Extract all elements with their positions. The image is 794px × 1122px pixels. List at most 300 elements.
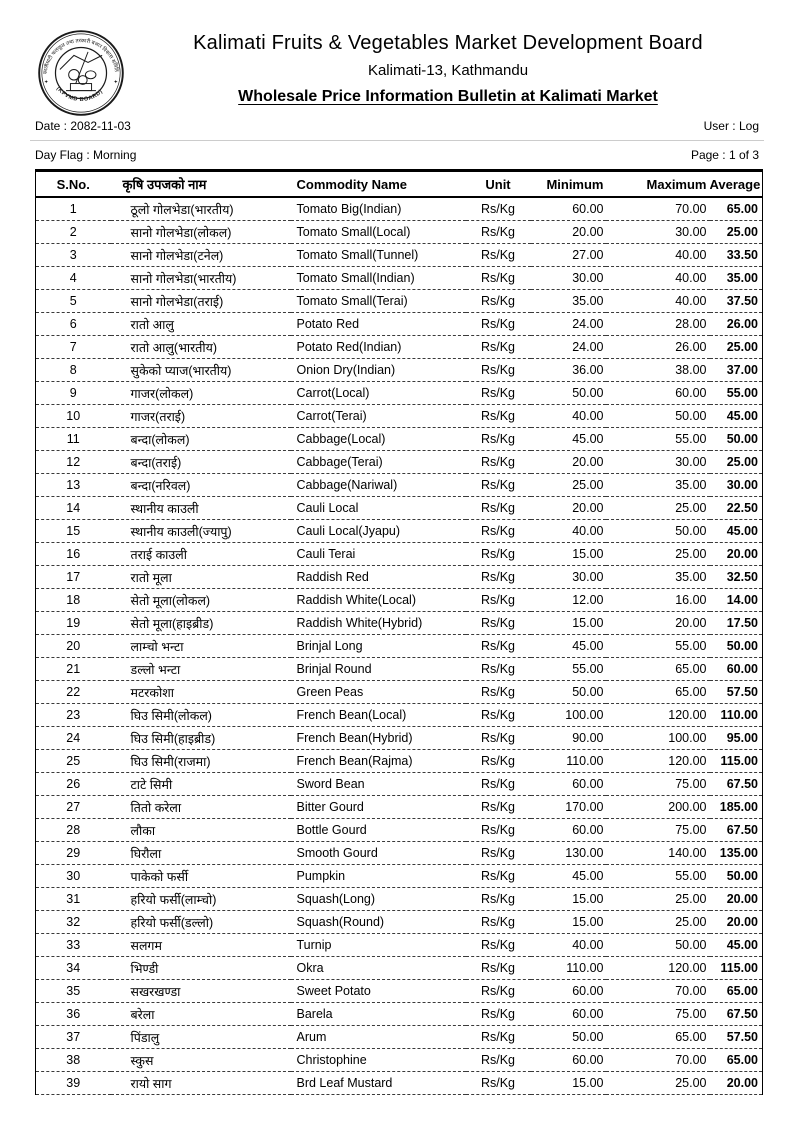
maximum-header: Maximum — [606, 171, 710, 198]
header-titles — [150, 0, 746, 106]
unit-cell: Rs/Kg — [466, 336, 531, 359]
nepali-name-cell: रायो साग — [111, 1072, 291, 1095]
average-cell: 20.00 — [710, 911, 763, 934]
nepali-name-cell: सानो गोलभेडा(भारतीय) — [111, 267, 291, 290]
minimum-cell: 35.00 — [531, 290, 606, 313]
average-cell: 95.00 — [710, 727, 763, 750]
table-row — [36, 934, 763, 957]
sno-cell: 13 — [36, 474, 111, 497]
maximum-cell: 200.00 — [606, 796, 710, 819]
nepali-name-cell: पिंडालु — [111, 1026, 291, 1049]
commodity-name-cell: French Bean(Hybrid) — [291, 727, 466, 750]
table-row — [36, 497, 763, 520]
maximum-cell: 25.00 — [606, 497, 710, 520]
minimum-cell: 15.00 — [531, 612, 606, 635]
table-row — [36, 612, 763, 635]
maximum-cell: 100.00 — [606, 727, 710, 750]
sno-cell: 34 — [36, 957, 111, 980]
nepali-name-cell: तराई काउली — [111, 543, 291, 566]
sno-cell: 14 — [36, 497, 111, 520]
minimum-cell: 45.00 — [531, 635, 606, 658]
average-cell: 65.00 — [710, 197, 763, 221]
table-row — [36, 911, 763, 934]
date-value: Date : 2082-11-03 — [35, 119, 131, 133]
sno-cell: 33 — [36, 934, 111, 957]
unit-cell: Rs/Kg — [466, 796, 531, 819]
commodity-name-cell: Tomato Small(Local) — [291, 221, 466, 244]
nepali-name-cell: डल्लो भन्टा — [111, 658, 291, 681]
unit-cell: Rs/Kg — [466, 520, 531, 543]
sno-cell: 16 — [36, 543, 111, 566]
unit-cell: Rs/Kg — [466, 382, 531, 405]
minimum-cell: 25.00 — [531, 474, 606, 497]
nepali-name-cell: बन्दा(लोकल) — [111, 428, 291, 451]
sno-cell: 38 — [36, 1049, 111, 1072]
table-row — [36, 1049, 763, 1072]
maximum-cell: 120.00 — [606, 957, 710, 980]
nepali-name-header: कृषि उपजको नाम — [111, 171, 291, 198]
commodity-name-cell: Potato Red — [291, 313, 466, 336]
minimum-cell: 110.00 — [531, 957, 606, 980]
price-table — [35, 169, 763, 1095]
maximum-cell: 25.00 — [606, 888, 710, 911]
average-cell: 57.50 — [710, 1026, 763, 1049]
maximum-cell: 40.00 — [606, 267, 710, 290]
table-row — [36, 244, 763, 267]
minimum-cell: 40.00 — [531, 934, 606, 957]
minimum-cell: 45.00 — [531, 865, 606, 888]
unit-cell: Rs/Kg — [466, 635, 531, 658]
commodity-name-cell: Carrot(Terai) — [291, 405, 466, 428]
average-cell: 115.00 — [710, 750, 763, 773]
unit-cell: Rs/Kg — [466, 1049, 531, 1072]
maximum-cell: 38.00 — [606, 359, 710, 382]
nepali-name-cell: हरियो फर्सी(डल्लो) — [111, 911, 291, 934]
unit-cell: Rs/Kg — [466, 957, 531, 980]
maximum-cell: 25.00 — [606, 911, 710, 934]
board-seal-icon — [37, 29, 125, 117]
commodity-name-cell: Squash(Round) — [291, 911, 466, 934]
table-row — [36, 796, 763, 819]
commodity-name-cell: Christophine — [291, 1049, 466, 1072]
table-row — [36, 589, 763, 612]
unit-cell: Rs/Kg — [466, 819, 531, 842]
minimum-cell: 130.00 — [531, 842, 606, 865]
nepali-name-cell: घिउ सिमी(हाइब्रीड) — [111, 727, 291, 750]
average-cell: 45.00 — [710, 520, 763, 543]
sno-header: S.No. — [36, 171, 111, 198]
unit-cell: Rs/Kg — [466, 359, 531, 382]
maximum-cell: 65.00 — [606, 1026, 710, 1049]
maximum-cell: 55.00 — [606, 428, 710, 451]
unit-cell: Rs/Kg — [466, 934, 531, 957]
nepali-name-cell: बन्दा(तराई) — [111, 451, 291, 474]
seal-star-left: ✦ — [44, 79, 49, 86]
average-cell: 135.00 — [710, 842, 763, 865]
unit-cell: Rs/Kg — [466, 1003, 531, 1026]
table-row — [36, 635, 763, 658]
nepali-name-cell: पाकेको फर्सी — [111, 865, 291, 888]
unit-cell: Rs/Kg — [466, 428, 531, 451]
table-row — [36, 888, 763, 911]
commodity-name-cell: Tomato Small(Tunnel) — [291, 244, 466, 267]
nepali-name-cell: रातो आलु — [111, 313, 291, 336]
average-cell: 25.00 — [710, 336, 763, 359]
unit-cell: Rs/Kg — [466, 911, 531, 934]
maximum-cell: 140.00 — [606, 842, 710, 865]
sno-cell: 25 — [36, 750, 111, 773]
commodity-name-cell: Pumpkin — [291, 865, 466, 888]
commodity-name-cell: Arum — [291, 1026, 466, 1049]
sno-cell: 35 — [36, 980, 111, 1003]
sno-cell: 4 — [36, 267, 111, 290]
average-cell: 20.00 — [710, 888, 763, 911]
commodity-name-header: Commodity Name — [291, 171, 466, 198]
maximum-cell: 55.00 — [606, 865, 710, 888]
meta-divider — [30, 140, 764, 141]
address-line: Kalimati-13, Kathmandu — [367, 62, 529, 79]
sno-cell: 9 — [36, 382, 111, 405]
price-table-body — [36, 197, 763, 1095]
nepali-name-cell: स्थानीय काउली(ज्यापु) — [111, 520, 291, 543]
minimum-cell: 40.00 — [531, 520, 606, 543]
maximum-cell: 30.00 — [606, 221, 710, 244]
commodity-name-cell: Onion Dry(Indian) — [291, 359, 466, 382]
sno-cell: 21 — [36, 658, 111, 681]
unit-cell: Rs/Kg — [466, 612, 531, 635]
unit-cell: Rs/Kg — [466, 681, 531, 704]
minimum-cell: 60.00 — [531, 197, 606, 221]
unit-header: Unit — [466, 171, 531, 198]
nepali-name-cell: सखरखण्डा — [111, 980, 291, 1003]
minimum-cell: 40.00 — [531, 405, 606, 428]
maximum-cell: 70.00 — [606, 980, 710, 1003]
maximum-cell: 50.00 — [606, 934, 710, 957]
minimum-cell: 90.00 — [531, 727, 606, 750]
maximum-cell: 60.00 — [606, 382, 710, 405]
commodity-name-cell: Cabbage(Terai) — [291, 451, 466, 474]
table-row — [36, 980, 763, 1003]
table-row — [36, 474, 763, 497]
unit-cell: Rs/Kg — [466, 980, 531, 1003]
minimum-cell: 60.00 — [531, 819, 606, 842]
average-cell: 185.00 — [710, 796, 763, 819]
minimum-cell: 50.00 — [531, 681, 606, 704]
nepali-name-cell: बरेला — [111, 1003, 291, 1026]
unit-cell: Rs/Kg — [466, 658, 531, 681]
maximum-cell: 35.00 — [606, 566, 710, 589]
nepali-name-cell: मटरकोशा — [111, 681, 291, 704]
nepali-name-cell: स्थानीय काउली — [111, 497, 291, 520]
price-table-header-row — [36, 171, 763, 198]
nepali-name-cell: स्कुस — [111, 1049, 291, 1072]
maximum-cell: 75.00 — [606, 1003, 710, 1026]
minimum-cell: 30.00 — [531, 267, 606, 290]
seal-ring-text-bottom: (KFVMD BOARD) — [54, 85, 105, 104]
maximum-cell: 120.00 — [606, 704, 710, 727]
maximum-cell: 25.00 — [606, 543, 710, 566]
table-row — [36, 566, 763, 589]
table-row — [36, 957, 763, 980]
commodity-name-cell: Carrot(Local) — [291, 382, 466, 405]
minimum-cell: 100.00 — [531, 704, 606, 727]
page-number: Page : 1 of 3 — [690, 148, 759, 162]
minimum-cell: 20.00 — [531, 451, 606, 474]
average-cell: 30.00 — [710, 474, 763, 497]
table-row — [36, 1072, 763, 1095]
average-cell: 25.00 — [710, 451, 763, 474]
commodity-name-cell: Green Peas — [291, 681, 466, 704]
commodity-name-cell: Okra — [291, 957, 466, 980]
maximum-cell: 70.00 — [606, 1049, 710, 1072]
commodity-name-cell: French Bean(Local) — [291, 704, 466, 727]
nepali-name-cell: तितो करेला — [111, 796, 291, 819]
table-row — [36, 704, 763, 727]
average-cell: 37.50 — [710, 290, 763, 313]
unit-cell: Rs/Kg — [466, 290, 531, 313]
sno-cell: 7 — [36, 336, 111, 359]
nepali-name-cell: भिण्डी — [111, 957, 291, 980]
nepali-name-cell: लौका — [111, 819, 291, 842]
minimum-cell: 15.00 — [531, 911, 606, 934]
table-row — [36, 336, 763, 359]
commodity-name-cell: Tomato Big(Indian) — [291, 197, 466, 221]
average-cell: 20.00 — [710, 1072, 763, 1095]
nepali-name-cell: घिउ सिमी(राजमा) — [111, 750, 291, 773]
nepali-name-cell: सेतो मूला(हाइब्रीड) — [111, 612, 291, 635]
average-cell: 37.00 — [710, 359, 763, 382]
bulletin-title: Wholesale Price Information Bulletin at Kalimati Market — [238, 88, 658, 105]
minimum-cell: 20.00 — [531, 221, 606, 244]
minimum-cell: 50.00 — [531, 1026, 606, 1049]
minimum-cell: 27.00 — [531, 244, 606, 267]
seal-star-right: ✦ — [113, 79, 118, 86]
average-cell: 115.00 — [710, 957, 763, 980]
average-cell: 67.50 — [710, 819, 763, 842]
minimum-cell: 24.00 — [531, 313, 606, 336]
average-cell: 17.50 — [710, 612, 763, 635]
maximum-cell: 50.00 — [606, 520, 710, 543]
table-row — [36, 543, 763, 566]
maximum-cell: 40.00 — [606, 290, 710, 313]
unit-cell: Rs/Kg — [466, 267, 531, 290]
sno-cell: 29 — [36, 842, 111, 865]
average-cell: 65.00 — [710, 980, 763, 1003]
unit-cell: Rs/Kg — [466, 727, 531, 750]
maximum-cell: 35.00 — [606, 474, 710, 497]
commodity-name-cell: Bitter Gourd — [291, 796, 466, 819]
meta-row-1 — [30, 119, 764, 133]
unit-cell: Rs/Kg — [466, 405, 531, 428]
table-row — [36, 267, 763, 290]
maximum-cell: 26.00 — [606, 336, 710, 359]
minimum-cell: 55.00 — [531, 658, 606, 681]
sno-cell: 23 — [36, 704, 111, 727]
sno-cell: 3 — [36, 244, 111, 267]
average-cell: 50.00 — [710, 865, 763, 888]
average-cell: 65.00 — [710, 1049, 763, 1072]
maximum-cell: 75.00 — [606, 819, 710, 842]
sno-cell: 36 — [36, 1003, 111, 1026]
commodity-name-cell: Raddish White(Local) — [291, 589, 466, 612]
table-row — [36, 681, 763, 704]
sno-cell: 18 — [36, 589, 111, 612]
commodity-name-cell: Sword Bean — [291, 773, 466, 796]
maximum-cell: 65.00 — [606, 658, 710, 681]
table-row — [36, 727, 763, 750]
sno-cell: 30 — [36, 865, 111, 888]
average-cell: 50.00 — [710, 635, 763, 658]
commodity-name-cell: Cabbage(Local) — [291, 428, 466, 451]
unit-cell: Rs/Kg — [466, 1026, 531, 1049]
sno-cell: 12 — [36, 451, 111, 474]
average-cell: 45.00 — [710, 405, 763, 428]
nepali-name-cell: हरियो फर्सी(लाम्चो) — [111, 888, 291, 911]
average-cell: 67.50 — [710, 773, 763, 796]
unit-cell: Rs/Kg — [466, 865, 531, 888]
commodity-name-cell: Barela — [291, 1003, 466, 1026]
minimum-cell: 36.00 — [531, 359, 606, 382]
nepali-name-cell: घिउ सिमी(लोकल) — [111, 704, 291, 727]
commodity-name-cell: French Bean(Rajma) — [291, 750, 466, 773]
sno-cell: 10 — [36, 405, 111, 428]
commodity-name-cell: Brd Leaf Mustard — [291, 1072, 466, 1095]
maximum-cell: 25.00 — [606, 1072, 710, 1095]
sno-cell: 24 — [36, 727, 111, 750]
average-cell: 32.50 — [710, 566, 763, 589]
commodity-name-cell: Cauli Local(Jyapu) — [291, 520, 466, 543]
commodity-name-cell: Bottle Gourd — [291, 819, 466, 842]
table-row — [36, 865, 763, 888]
table-row — [36, 1003, 763, 1026]
nepali-name-cell: सलगम — [111, 934, 291, 957]
average-cell: 33.50 — [710, 244, 763, 267]
sno-cell: 1 — [36, 197, 111, 221]
unit-cell: Rs/Kg — [466, 750, 531, 773]
minimum-header: Minimum — [531, 171, 606, 198]
table-row — [36, 842, 763, 865]
commodity-name-cell: Potato Red(Indian) — [291, 336, 466, 359]
minimum-cell: 15.00 — [531, 543, 606, 566]
minimum-cell: 60.00 — [531, 980, 606, 1003]
sno-cell: 26 — [36, 773, 111, 796]
maximum-cell: 70.00 — [606, 197, 710, 221]
maximum-cell: 16.00 — [606, 589, 710, 612]
sno-cell: 11 — [36, 428, 111, 451]
table-row — [36, 428, 763, 451]
sno-cell: 8 — [36, 359, 111, 382]
meta-section — [30, 119, 764, 162]
meta-row-2 — [30, 148, 764, 162]
minimum-cell: 15.00 — [531, 1072, 606, 1095]
sno-cell: 32 — [36, 911, 111, 934]
maximum-cell: 30.00 — [606, 451, 710, 474]
unit-cell: Rs/Kg — [466, 842, 531, 865]
minimum-cell: 170.00 — [531, 796, 606, 819]
board-title: Kalimati Fruits & Vegetables Market Development Board — [193, 32, 703, 54]
sno-cell: 20 — [36, 635, 111, 658]
average-cell: 50.00 — [710, 428, 763, 451]
average-cell: 45.00 — [710, 934, 763, 957]
average-cell: 57.50 — [710, 681, 763, 704]
table-row — [36, 658, 763, 681]
nepali-name-cell: ठूलो गोलभेडा(भारतीय) — [111, 197, 291, 221]
sno-cell: 6 — [36, 313, 111, 336]
minimum-cell: 20.00 — [531, 497, 606, 520]
table-row — [36, 405, 763, 428]
nepali-name-cell: रातो मूला — [111, 566, 291, 589]
sno-cell: 15 — [36, 520, 111, 543]
seal-ring-text-top: कालीमाटी फलफूल तथा तरकारी बजार विकास समिति — [42, 38, 120, 75]
sno-cell: 2 — [36, 221, 111, 244]
table-row — [36, 313, 763, 336]
average-cell: 55.00 — [710, 382, 763, 405]
nepali-name-cell: घिरौला — [111, 842, 291, 865]
table-row — [36, 819, 763, 842]
unit-cell: Rs/Kg — [466, 589, 531, 612]
nepali-name-cell: लाम्चो भन्टा — [111, 635, 291, 658]
sno-cell: 31 — [36, 888, 111, 911]
unit-cell: Rs/Kg — [466, 888, 531, 911]
sno-cell: 5 — [36, 290, 111, 313]
table-row — [36, 382, 763, 405]
maximum-cell: 75.00 — [606, 773, 710, 796]
sno-cell: 19 — [36, 612, 111, 635]
unit-cell: Rs/Kg — [466, 313, 531, 336]
commodity-name-cell: Squash(Long) — [291, 888, 466, 911]
minimum-cell: 50.00 — [531, 382, 606, 405]
nepali-name-cell: सेतो मूला(लोकल) — [111, 589, 291, 612]
average-cell: 35.00 — [710, 267, 763, 290]
unit-cell: Rs/Kg — [466, 497, 531, 520]
commodity-name-cell: Cauli Local — [291, 497, 466, 520]
table-row — [36, 1026, 763, 1049]
nepali-name-cell: टाटे सिमी — [111, 773, 291, 796]
unit-cell: Rs/Kg — [466, 197, 531, 221]
table-row — [36, 290, 763, 313]
commodity-name-cell: Sweet Potato — [291, 980, 466, 1003]
unit-cell: Rs/Kg — [466, 1072, 531, 1095]
average-cell: 26.00 — [710, 313, 763, 336]
average-cell: 20.00 — [710, 543, 763, 566]
commodity-name-cell: Turnip — [291, 934, 466, 957]
sno-cell: 27 — [36, 796, 111, 819]
commodity-name-cell: Smooth Gourd — [291, 842, 466, 865]
commodity-name-cell: Brinjal Round — [291, 658, 466, 681]
commodity-name-cell: Tomato Small(Indian) — [291, 267, 466, 290]
nepali-name-cell: सानो गोलभेडा(लोकल) — [111, 221, 291, 244]
minimum-cell: 12.00 — [531, 589, 606, 612]
maximum-cell: 40.00 — [606, 244, 710, 267]
sno-cell: 17 — [36, 566, 111, 589]
commodity-name-cell: Cauli Terai — [291, 543, 466, 566]
table-row — [36, 451, 763, 474]
average-cell: 110.00 — [710, 704, 763, 727]
nepali-name-cell: सानो गोलभेडा(तराई) — [111, 290, 291, 313]
commodity-name-cell: Tomato Small(Terai) — [291, 290, 466, 313]
unit-cell: Rs/Kg — [466, 543, 531, 566]
average-header: Average — [710, 171, 763, 198]
sno-cell: 39 — [36, 1072, 111, 1095]
nepali-name-cell: गाजर(तराई) — [111, 405, 291, 428]
table-row — [36, 750, 763, 773]
minimum-cell: 24.00 — [531, 336, 606, 359]
commodity-name-cell: Raddish Red — [291, 566, 466, 589]
board-seal-logo — [37, 29, 125, 117]
minimum-cell: 110.00 — [531, 750, 606, 773]
maximum-cell: 20.00 — [606, 612, 710, 635]
average-cell: 14.00 — [710, 589, 763, 612]
